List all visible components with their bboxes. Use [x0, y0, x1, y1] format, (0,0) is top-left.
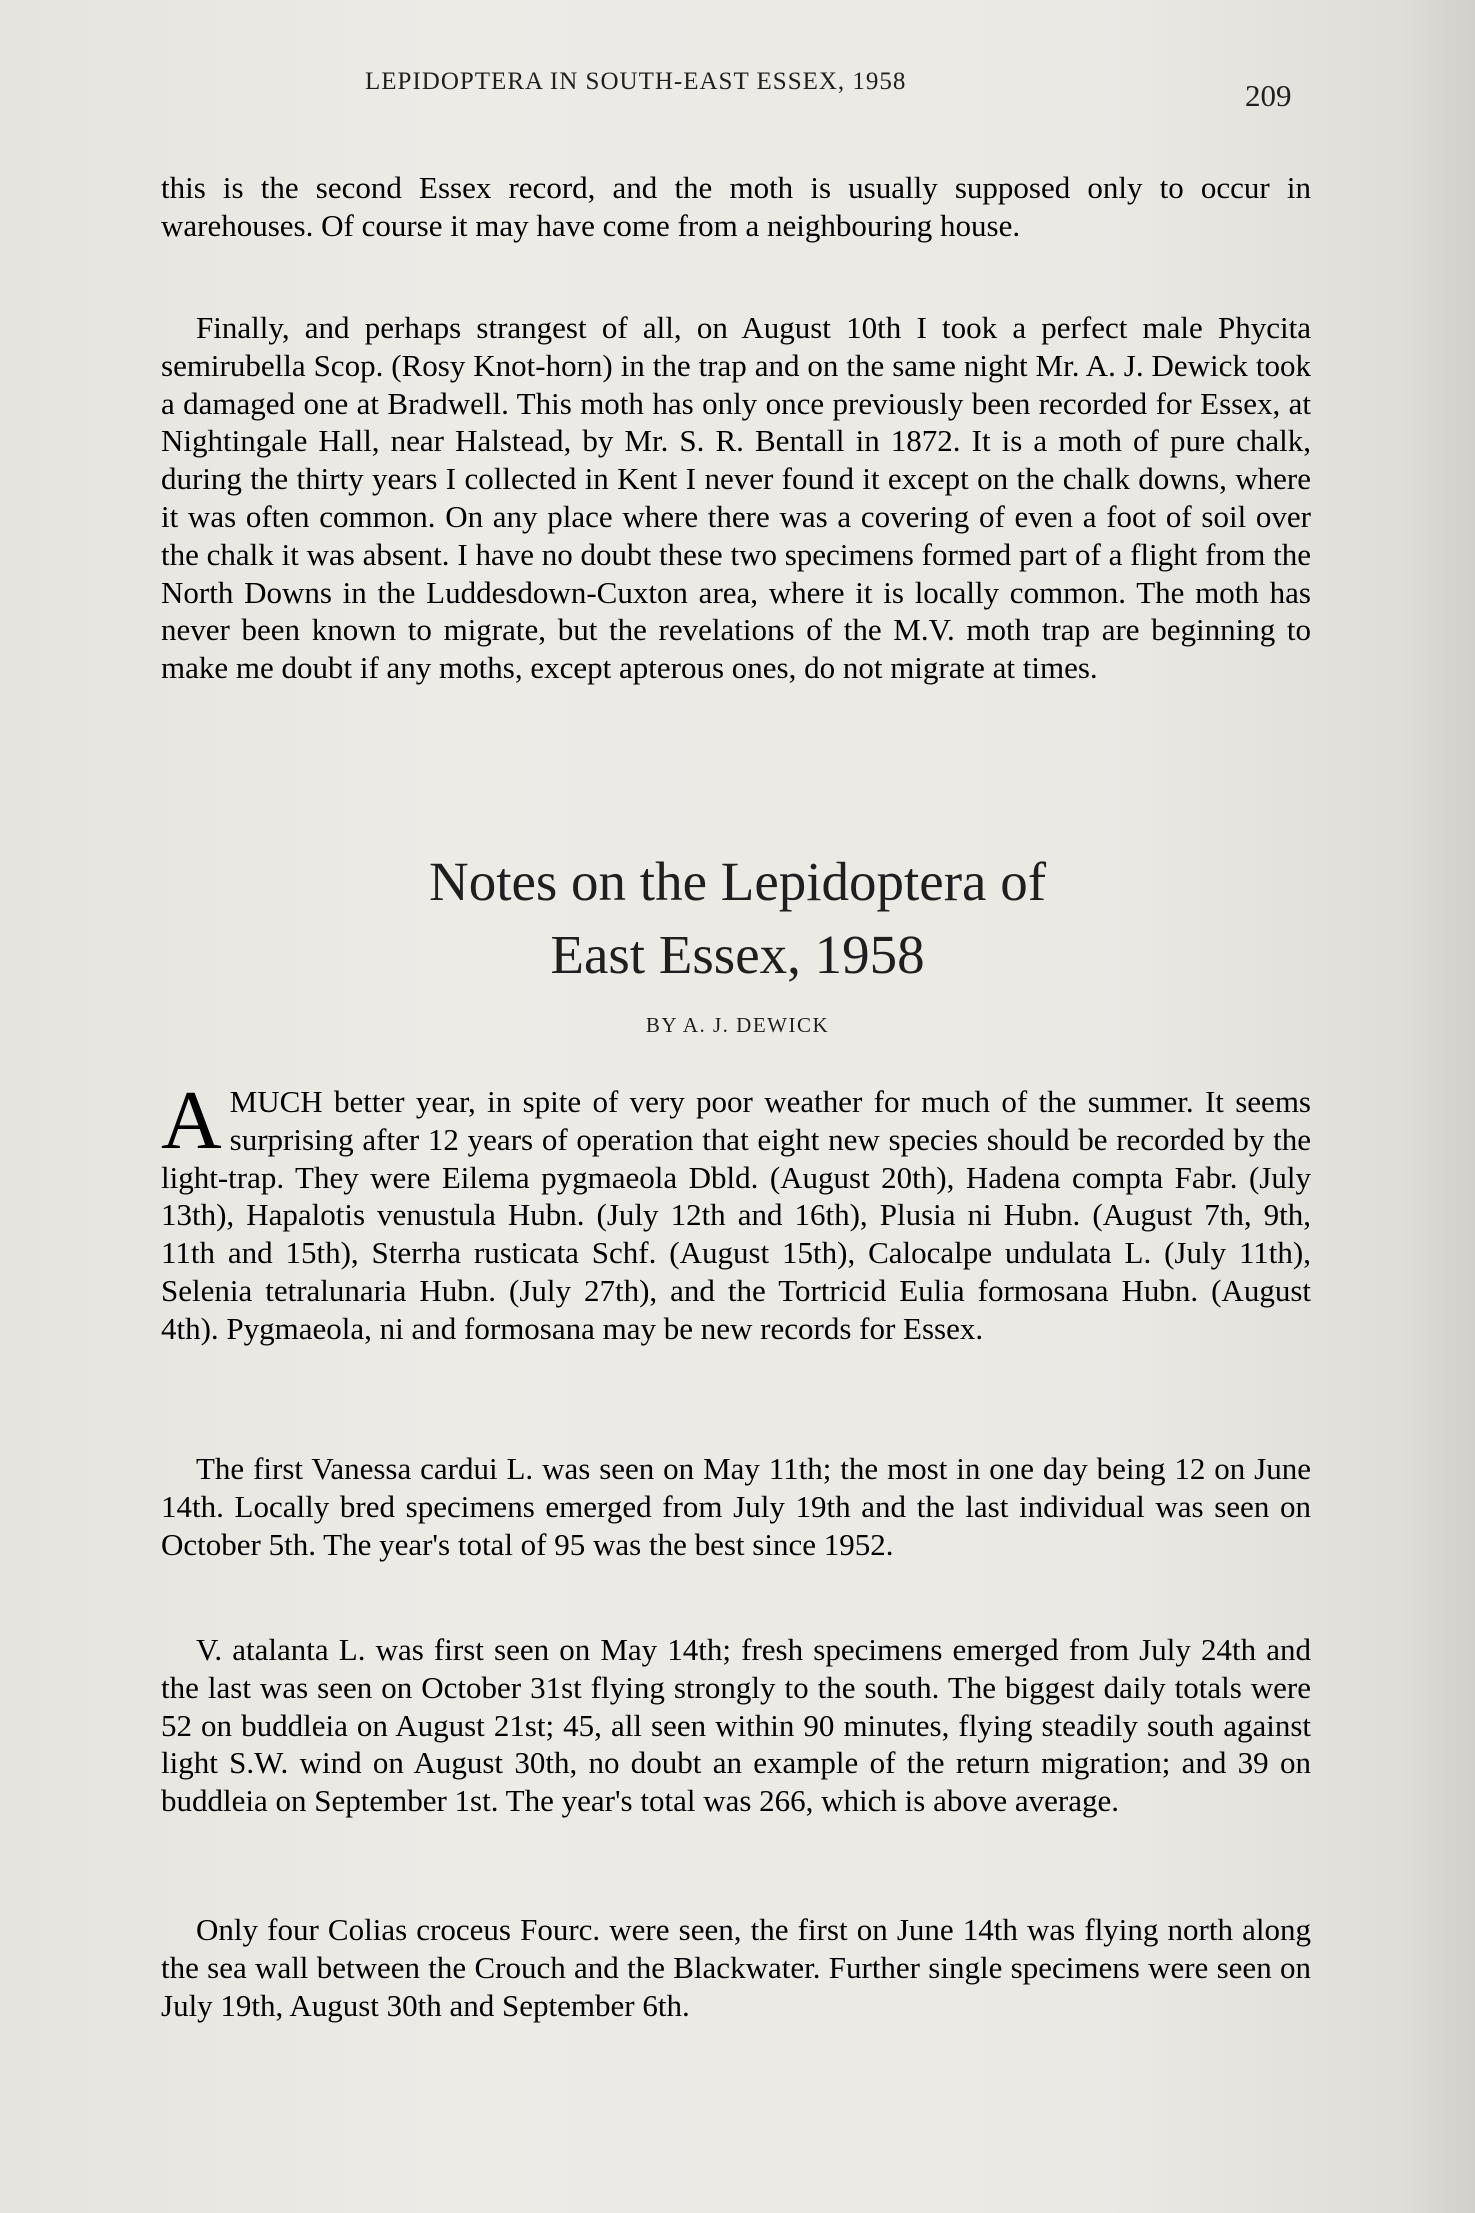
continued-paragraph-2: Finally, and perhaps strangest of all, on August 10th I took a perfect male Phycita semirubella Scop. (Rosy Knot-horn) in the trap and on the same night Mr. A. J. Dewick took a damaged one at Bradwell. This moth has only once previously been recorded for Essex, at Nightingale Hall, near Halstead, by Mr. S. R. Bentall in 1872. It is a moth of pure chalk, during the thirty years I collected in Kent I never found it except on the chalk downs, where it was often common. On any place where there was a covering of even a foot of soil over the chalk it was absent. I have no doubt these two specimens formed part of a flight from the North Downs in the Luddesdown-Cuxton area, where it is locally common. The moth has never been known to migrate, but the revelations of the M.V. moth trap are beginning to make me doubt if any moths, except apterous ones, do not migrate at times. — [161, 310, 1311, 686]
page-gutter-shadow — [1395, 0, 1475, 2213]
page-number: 209 — [1245, 78, 1292, 113]
article-paragraph-2: The first Vanessa cardui L. was seen on May 11th; the most in one day being 12 on June 14th. Locally bred specimens emerged from July 19th and the last individual was seen on October 5th. The year's total of 95 was the best since 1952. — [161, 1451, 1311, 1562]
article-byline: BY A. J. DEWICK — [645, 1013, 830, 1037]
running-head: LEPIDOPTERA IN SOUTH-EAST ESSEX, 1958 — [365, 68, 907, 95]
article-paragraph-1 — [161, 1074, 1311, 1348]
lead-smallcaps: MUCH — [229, 1084, 323, 1119]
article-paragraph-4: Only four Colias croceus Fourc. were seen, the first on June 14th was flying north along the sea wall between the Crouch and the Blackwater. Further single specimens were seen on July 19th, August 30th and September 6th. — [161, 1912, 1311, 2023]
article-title-line-1: Notes on the Lepidoptera of — [428, 851, 1047, 912]
continued-paragraph-1: this is the second Essex record, and the moth is usually supposed only to occur in warehouses. Of course it may have come from a neighbouring house. — [161, 170, 1311, 243]
article-title-line-2: East Essex, 1958 — [550, 924, 925, 985]
article-paragraph-1-text: better year, in spite of very poor weather for much of the summer. It seems surprising after 12 years of operation that eight new species should be recorded by the light-trap. They were Eilema pygmaeola Dbld. (August 20th), Hadena compta Fabr. (July 13th), Hapalotis venustula Hubn. (July 12th and 16th), Plusia ni Hubn. (August 7th, 9th, 11th and 15th), Sterrha rusticata Schf. (August 15th), Calocalpe undulata L. (July 11th), Selenia tetralunaria Hubn. (July 27th), and the Tortricid Eulia formosana Hubn. (August 4th). Pygmaeola, ni and formosana may be new records for Essex. — [161, 1084, 1311, 1346]
article-paragraph-3: V. atalanta L. was first seen on May 14th; fresh specimens emerged from July 24th and the last was seen on October 31st flying strongly to the south. The biggest daily totals were 52 on buddleia on August 21st; 45, all seen within 90 minutes, flying steadily south against light S.W. wind on August 30th, no doubt an example of the return migration; and 39 on buddleia on September 1st. The year's total was 266, which is above average. — [161, 1632, 1311, 1819]
article-title — [0, 845, 1475, 991]
drop-cap: A — [161, 1074, 222, 1167]
